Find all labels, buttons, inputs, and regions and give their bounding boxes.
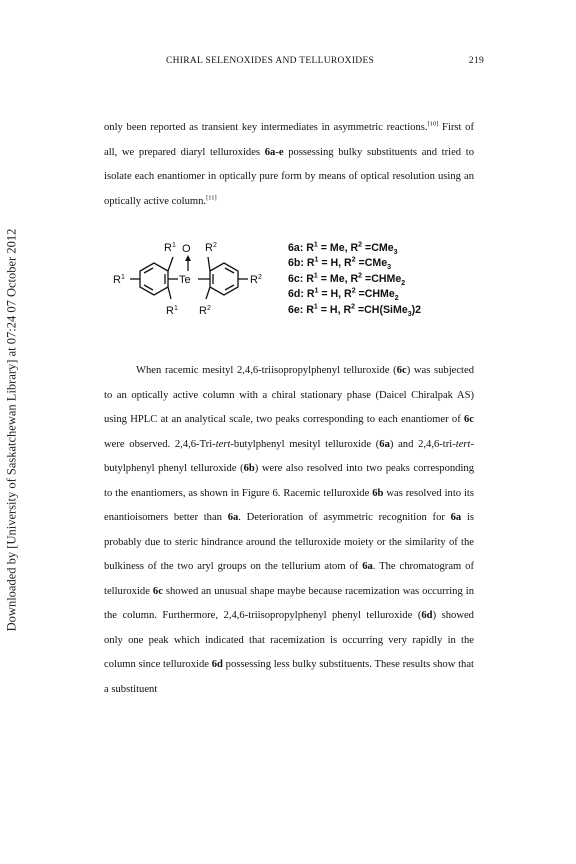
label-r1-left: $R^1$: [113, 274, 125, 286]
telluroxide-figure: [104, 230, 474, 340]
legend-row-6d: 6d: $R^1 = H$, $R^2$ =CHMe$_2$: [288, 287, 399, 303]
running-title: CHIRAL SELENOXIDES AND TELLUROXIDES: [166, 56, 375, 66]
label-oxygen: O: [182, 243, 191, 255]
citation: [11]: [206, 193, 217, 201]
download-notice: Downloaded by [University of Saskatchewan Library] at 07:24 07 October 2012: [4, 228, 19, 632]
paragraph-intro: [104, 116, 474, 214]
compound-ref: 6a-e: [264, 146, 284, 158]
label-tellurium: Te: [179, 274, 191, 286]
text-run: possessing bulky substituents and tried to isolate each enantiomer in optically pure form by means of optical resolution using an optically active column.: [104, 146, 474, 207]
legend-row-6a: 6a: $R^1 = Me$, $R^2 =CMe_3$: [288, 241, 398, 257]
label-r2-bottom: $R^2$: [199, 305, 211, 317]
label-r2-right: $R^2$: [250, 274, 262, 286]
text-run: First of all, we prepared diaryl telluroxides: [104, 122, 475, 158]
paragraph-results: When racemic mesityl 2,4,6-triisopropylphenyl telluroxide (6c) was subjected to an optically active column with a chiral stationary phase (Daicel Chiralpak AS) using HPLC at an analytical scale, two peaks corresponding to each enantiomer of 6c were observed. 2,4,6-Tri-tert-butylphenyl mesityl telluroxide (6a) and 2,4,6-tri-tert-butylphenyl phenyl telluroxide (6b) were also resolved into two peaks corresponding to the enantiomers, as shown in Figure 6. Racemic telluroxide 6b was resolved into its enantioisomers better than 6a. Deterioration of asymmetric recognition for 6a is probably due to steric hindrance around the telluroxide moiety or the similarity of the bulkiness of the two aryl groups on the tellurium atom of 6a. The chromatogram of telluroxide 6c showed an unusual shape maybe because racemization was occurring in the column. Furthermore, 2,4,6-triisopropylphenyl phenyl telluroxide (6d) showed only one peak which indicated that racemization is occurring very rapidly in the column since telluroxide 6d possessing less bulky substituents. These results show that a substituent: [104, 365, 475, 695]
chemical-structure: [104, 230, 288, 340]
left-aryl-ring: [140, 263, 168, 295]
legend-row-6c: 6c: $R^1 = Me$, $R^2$ =CHMe$_2$: [288, 272, 406, 287]
compound-legend: [288, 241, 421, 318]
citation: [10]: [427, 120, 439, 128]
label-r1-bottom: $R^1$: [166, 305, 178, 317]
legend-row-6b: 6b: $R^1 = H$, $R^2 =CMe_3$: [288, 256, 392, 272]
download-watermark-area: [0, 0, 30, 864]
arrow-head-icon: [185, 255, 191, 261]
label-r1-top: $R^1$: [164, 242, 176, 254]
right-aryl-ring: [210, 263, 238, 295]
label-r2-top: $R^2$: [205, 242, 217, 254]
legend-row-6e: 6e: $R^1 = H$, $R^2$ =CH(SiMe$_3$)2: [288, 303, 422, 318]
page-number: 219: [468, 56, 484, 66]
text-run: only been reported as transient key intermediates in asymmetric reactions.: [104, 122, 428, 133]
